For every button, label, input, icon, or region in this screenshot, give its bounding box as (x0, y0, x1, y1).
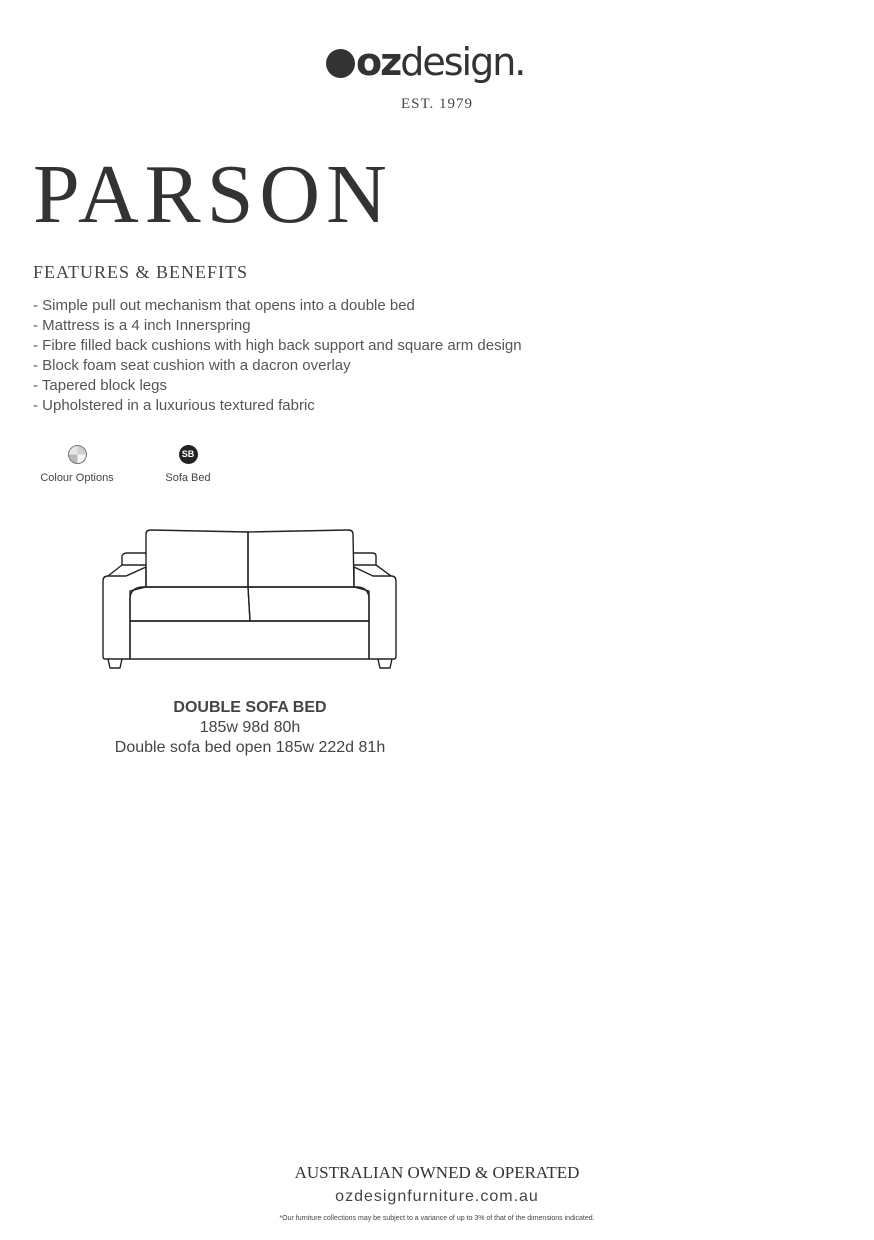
feature-item: - Block foam seat cushion with a dacron overlay (33, 357, 351, 374)
sofa-bed-block (155, 445, 221, 484)
product-title: PARSON (33, 148, 393, 241)
features-list (33, 296, 522, 416)
feature-item: - Simple pull out mechanism that opens into a double bed (33, 297, 415, 314)
seat-cushion-right (248, 587, 369, 621)
feature-item: - Mattress is a 4 inch Innerspring (33, 317, 251, 334)
sofa-leg-right (378, 659, 392, 668)
sofa-back-right (354, 553, 376, 565)
footer-website-link[interactable]: ozdesignfurniture.com.au (335, 1188, 539, 1205)
colour-options-label: Colour Options (40, 472, 114, 484)
colour-options-block (37, 445, 117, 484)
features-heading: FEATURES & BENEFITS (33, 262, 249, 282)
sofa-line-drawing (98, 525, 402, 673)
sofa-right-arm (354, 567, 396, 659)
feature-item: - Tapered block legs (33, 377, 167, 394)
feature-item: - Upholstered in a luxurious textured fabric (33, 397, 315, 414)
logo-design: design. (400, 40, 525, 84)
logo-wordmark (356, 38, 524, 86)
model-info (60, 698, 440, 758)
logo-dot-icon (326, 49, 355, 78)
logo-oz: oz (356, 40, 401, 84)
seat-cushion-left (130, 587, 250, 621)
sofa-bed-label: Sofa Bed (165, 472, 211, 484)
colour-swatch-icon (68, 445, 87, 464)
brand-logo (326, 40, 551, 90)
back-cushion-left (146, 530, 248, 587)
left-arm-top (108, 565, 146, 576)
sofa-back-left (122, 553, 146, 565)
footer-tagline: AUSTRALIAN OWNED & OPERATED (294, 1163, 580, 1182)
feature-item: - Fibre filled back cushions with high back support and square arm design (33, 337, 522, 354)
back-cushion-right (248, 530, 354, 587)
sofa-leg-left (108, 659, 122, 668)
sofa-bed-badge-icon: SB (179, 445, 198, 464)
footer-disclaimer: *Our furniture collections may be subject to a variance of up to 3% of that of the dimensions indicated. (279, 1215, 595, 1222)
model-dimensions: 185w 98d 80h (199, 719, 301, 736)
model-name: DOUBLE SOFA BED (173, 699, 327, 716)
model-open-dimensions: Double sofa bed open 185w 222d 81h (114, 739, 386, 756)
established-year: EST. 1979 (400, 96, 474, 112)
sofa-left-arm (103, 567, 146, 659)
right-arm-top (354, 565, 391, 576)
sofa-base (130, 621, 369, 659)
